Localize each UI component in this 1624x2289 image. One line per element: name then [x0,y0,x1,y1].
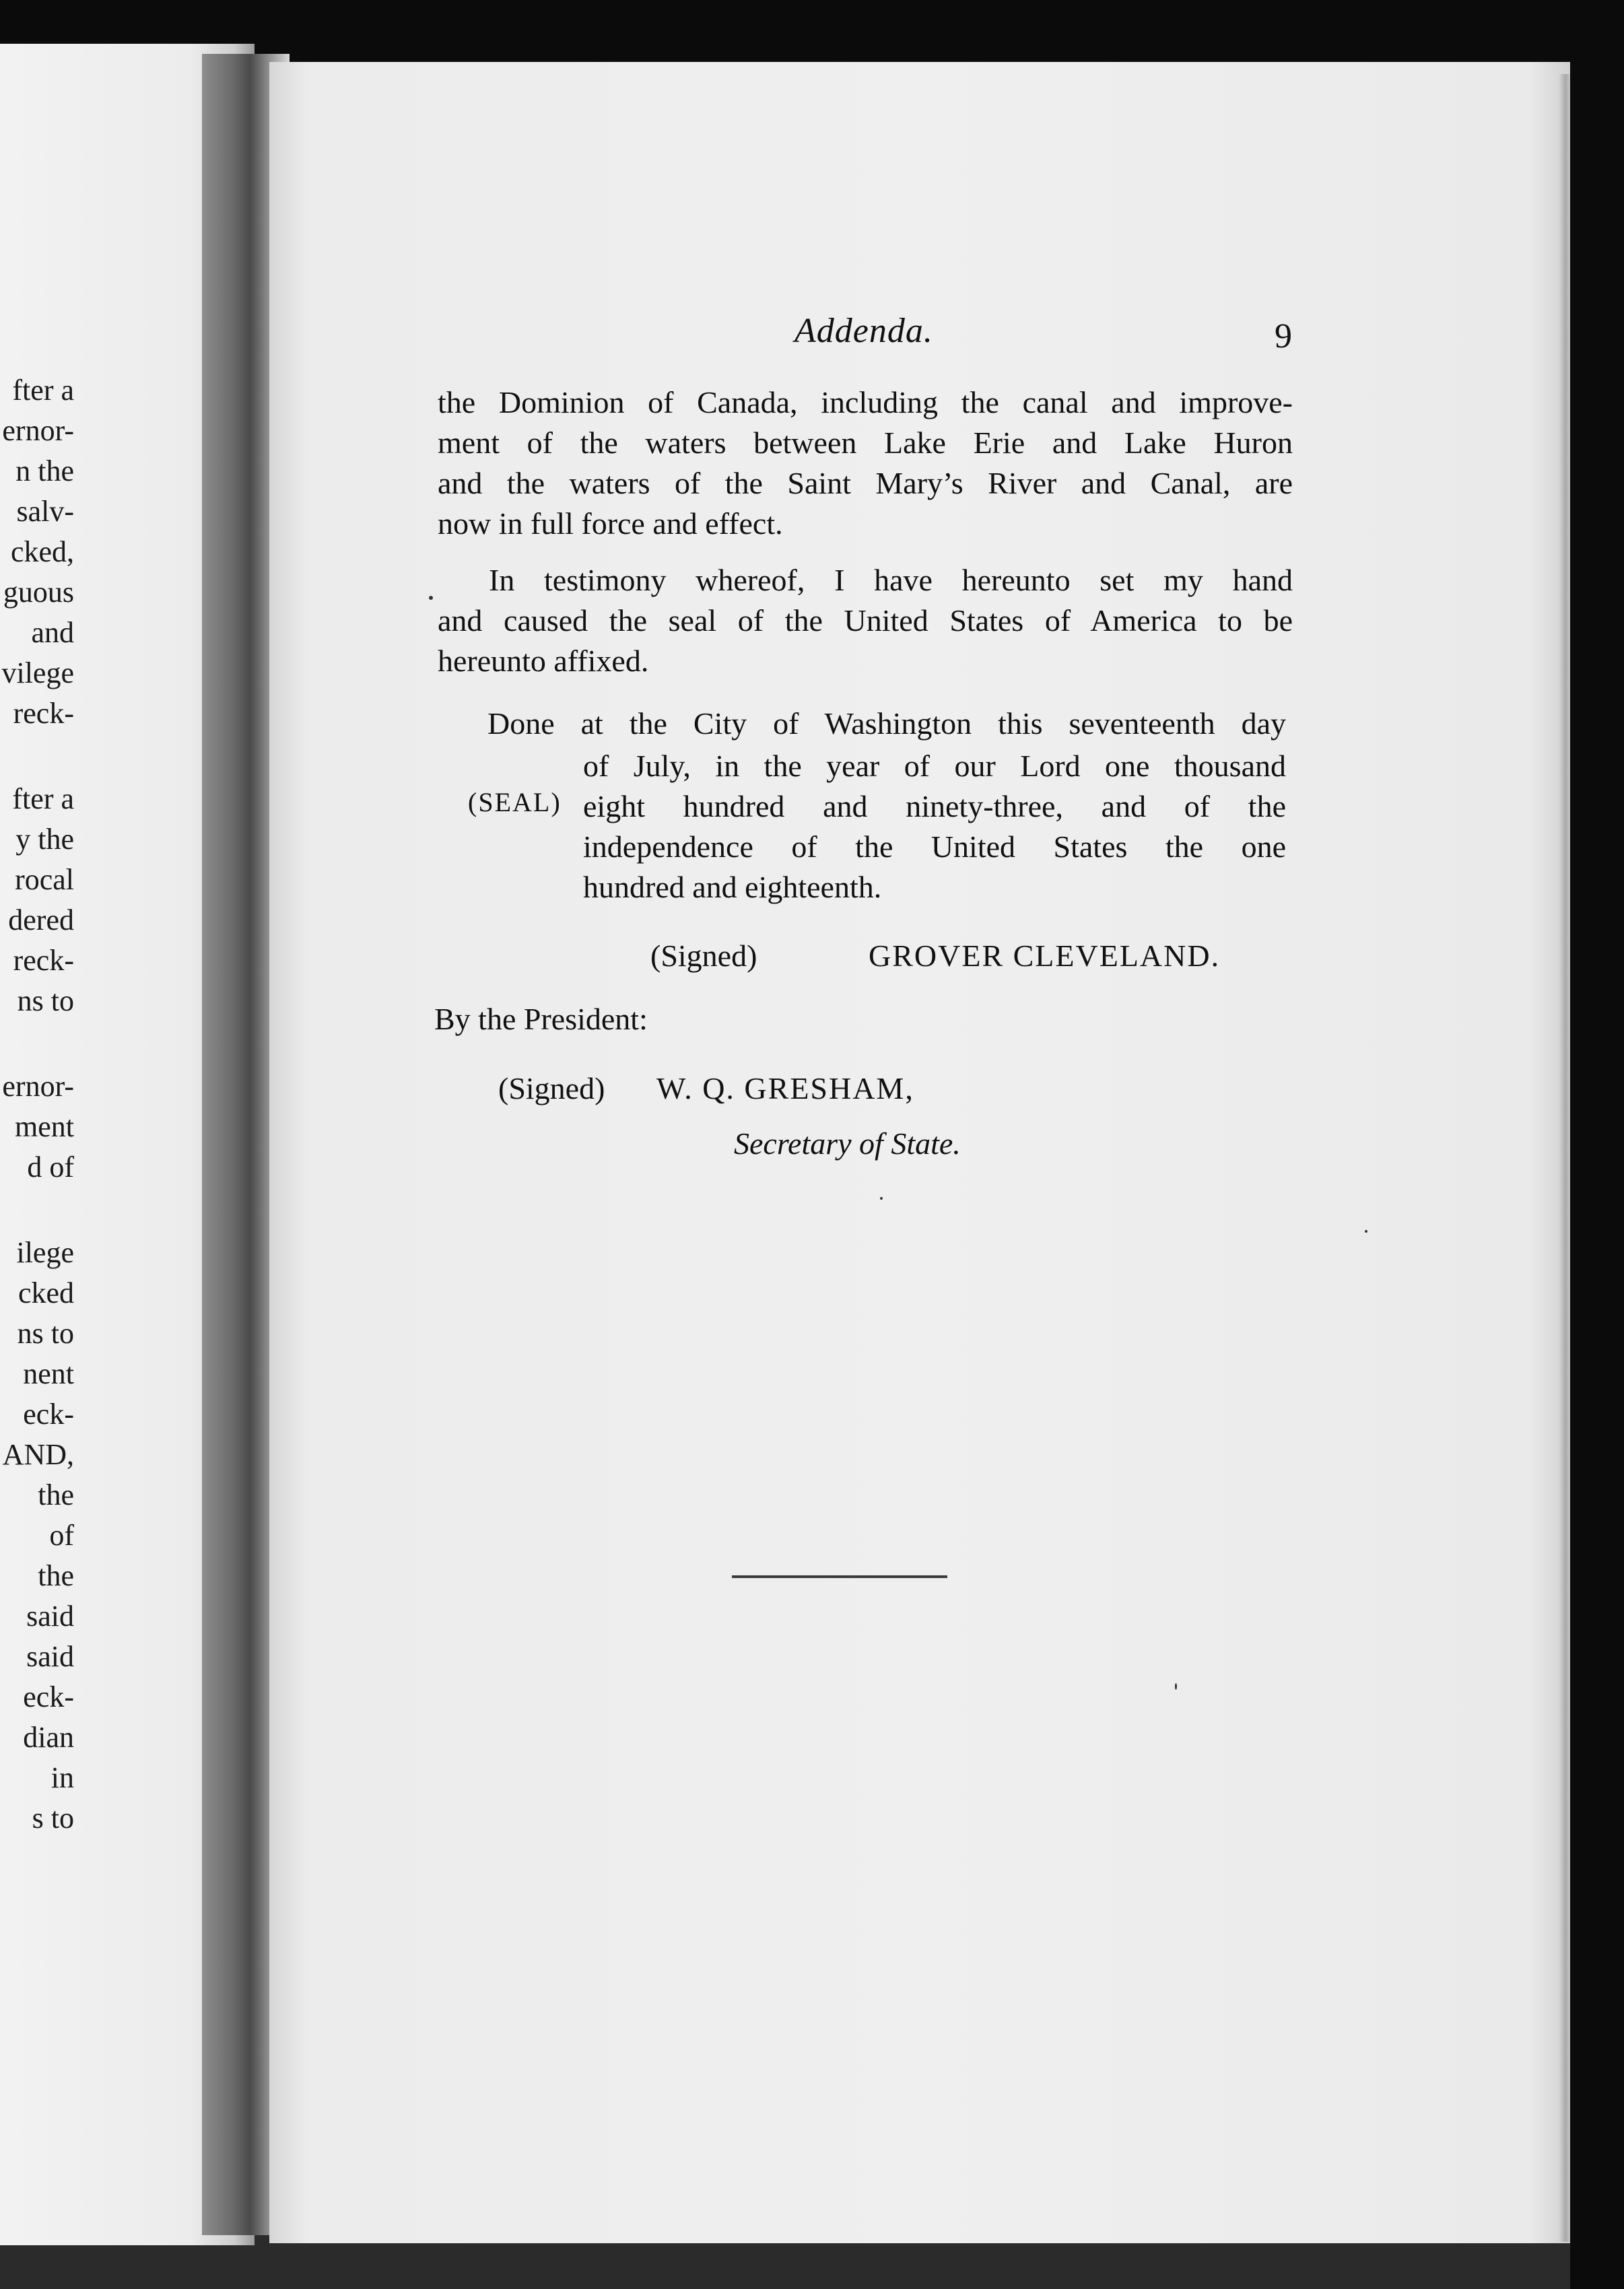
left-page-fragment: eck- [23,1680,74,1713]
left-page-fragment: vilege [1,656,74,689]
text-line: and caused the seal of the United States of America to be [438,603,1293,638]
left-page-fragment: y the [15,823,74,856]
left-page-fragment: nent [23,1357,74,1390]
left-page-fragment: s to [32,1802,74,1835]
scan-border-right [1570,0,1624,2289]
text-line: and the waters of the Saint Mary’s River and Canal, are [438,466,1293,500]
text-line: now in full force and effect. [438,506,783,541]
left-page-fragment: rocal [15,863,74,896]
text-line: hereunto affixed. [438,644,649,678]
running-header: Addenda. [794,312,933,350]
left-page-fragment: ns to [17,1317,74,1350]
left-page-fragment: fter a [12,374,74,407]
left-page-fragment: guous [3,576,74,609]
left-page-fragment: ilege [16,1236,74,1269]
text-line: independence of the United States the one [583,829,1286,864]
text-line: the Dominion of Canada, including the canal and improve- [438,385,1293,419]
paragraph-dominion [438,382,1293,544]
left-page-fragment: the [38,1559,74,1592]
text-line: In testimony whereof, I have hereunto set my hand [489,563,1293,597]
seal-mark: (SEAL) [468,787,562,817]
text-line: Done at the City of Washington this seventeenth day [487,706,1286,741]
left-page-fragment: of [49,1519,74,1552]
left-page-fragment: cked [18,1276,74,1309]
text-line: hundred and eighteenth. [583,870,882,904]
done-at-continuation [583,746,1286,908]
left-page-fragment: cked, [10,535,74,568]
left-page-fragment: dian [23,1721,74,1754]
left-page-fragment: salv- [16,495,74,528]
text-line: of July, in the year of our Lord one thousand [583,749,1286,783]
left-page-fragment: reck- [13,944,74,977]
left-page-fragment: and [31,616,74,649]
paragraph-testimony [438,560,1293,681]
signed-label-2: (Signed) [498,1071,605,1105]
signer-president: GROVER CLEVELAND. [869,938,1221,973]
page-number: 9 [1275,317,1292,355]
left-page-fragment: ernor- [2,414,74,447]
scan-speck [1365,1230,1367,1233]
scan-speck [429,596,433,600]
signer-secretary: W. Q. GRESHAM, [656,1071,914,1105]
left-page-fragment: AND, [2,1438,74,1471]
left-page-fragment: said [26,1600,74,1633]
left-page-fragment: reck- [13,697,74,730]
left-page-fragment: said [26,1640,74,1673]
left-page-fragment: eck- [23,1398,74,1431]
closing-rule [732,1575,947,1578]
left-page-fragment: ment [15,1110,74,1143]
left-page-fragment: ernor- [2,1070,74,1103]
scan-speck [1175,1683,1177,1690]
left-page-fragment: n the [15,454,74,487]
left-page-fragment: in [50,1761,74,1794]
scan-speck [880,1197,883,1200]
secretary-title: Secretary of State. [734,1126,961,1161]
done-at-line [487,704,1286,744]
left-page-text-fragments [0,44,81,2245]
left-page-fragment: the [38,1478,74,1511]
left-page-fragment: fter a [12,782,74,815]
signed-label-1: (Signed) [650,938,757,973]
left-page-fragment: ns to [17,984,74,1017]
left-page-fragment: d of [27,1151,74,1184]
left-page-fragment: dered [8,903,74,936]
by-the-president: By the President: [434,1002,648,1036]
text-line: ment of the waters between Lake Erie and Lake Huron [438,425,1293,460]
text-line: eight hundred and ninety-three, and of the [583,789,1286,823]
